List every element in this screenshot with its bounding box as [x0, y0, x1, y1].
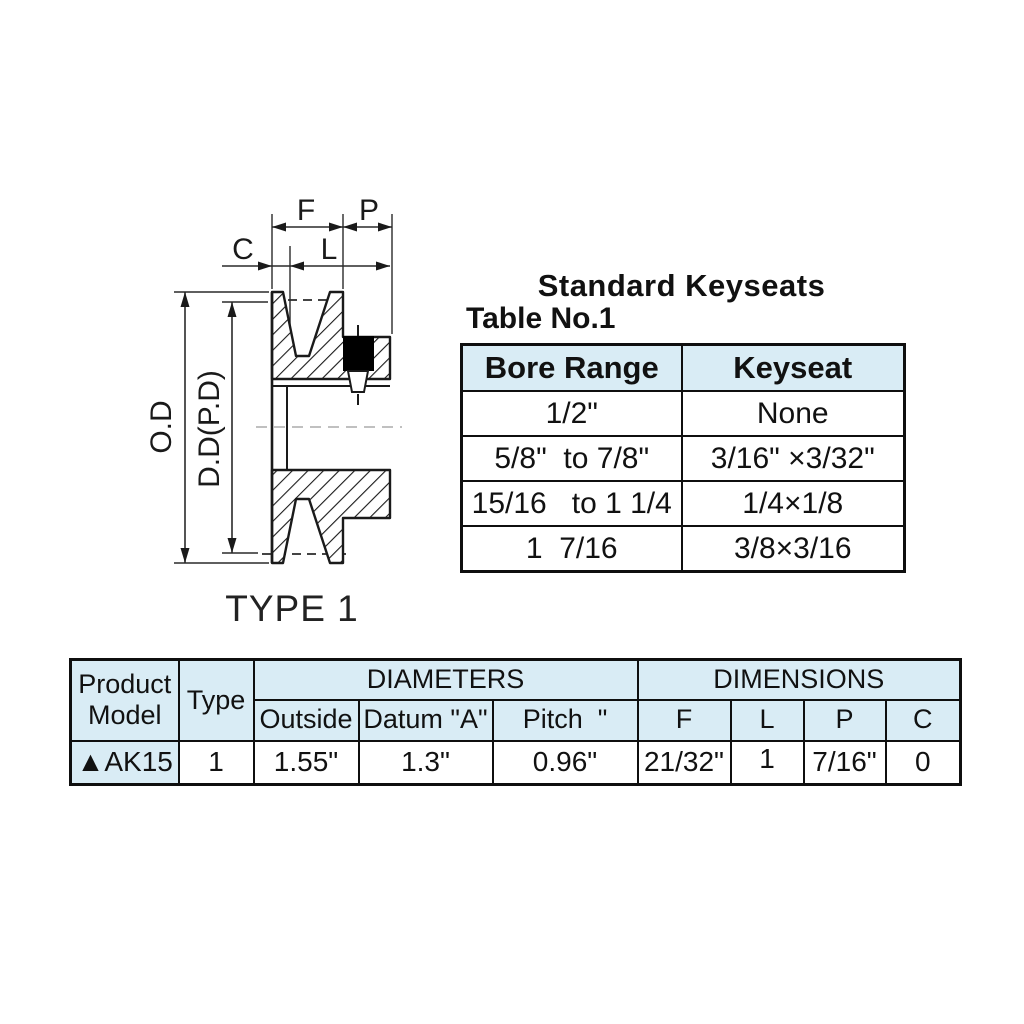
keyseat-value: 3/8×3/16	[682, 526, 905, 572]
table-row	[462, 481, 905, 526]
keyseat-value: 1/4×1/8	[682, 481, 905, 526]
label-dd: D.D(P.D)	[193, 370, 226, 488]
bore-range-value: 5/8" to 7/8"	[462, 436, 682, 481]
spec-subheader-outside: Outside	[254, 700, 359, 741]
label-c: C	[232, 233, 254, 266]
spec-outside-value: 1.55"	[254, 741, 359, 785]
spec-header-dimensions: DIMENSIONS	[638, 660, 961, 700]
spec-c-value: 0	[886, 741, 961, 785]
table-row	[462, 526, 905, 572]
spec-header-diameters: DIAMETERS	[254, 660, 638, 700]
spec-l-value: 1	[731, 741, 804, 785]
spec-header-product-model: Product Model	[71, 660, 179, 741]
product-spec-table	[69, 658, 962, 786]
keyseats-header-keyseat: Keyseat	[682, 345, 905, 392]
spec-data-row	[71, 741, 961, 785]
table-row	[462, 391, 905, 436]
spec-subheader-c: C	[886, 700, 961, 741]
keyseats-header-row	[462, 345, 905, 392]
spec-subheader-p: P	[804, 700, 886, 741]
keyseat-value: None	[682, 391, 905, 436]
bore-range-value: 1/2"	[462, 391, 682, 436]
keyseats-subtitle: Table No.1	[466, 302, 616, 335]
spec-model-value: ▲AK15	[71, 741, 179, 785]
spec-subheader-datum-a: Datum "A"	[359, 700, 493, 741]
table-row	[462, 436, 905, 481]
spec-datum-a-value: 1.3"	[359, 741, 493, 785]
label-p: P	[358, 194, 380, 227]
keyseats-header-bore-range: Bore Range	[462, 345, 682, 392]
diagram-caption: TYPE 1	[225, 588, 359, 629]
spec-header-type: Type	[179, 660, 254, 741]
setscrew	[343, 325, 374, 405]
spec-f-value: 21/32"	[638, 741, 731, 785]
spec-subheader-l: L	[731, 700, 804, 741]
label-od: O.D	[145, 400, 178, 454]
keyseat-value: 3/16" ×3/32"	[682, 436, 905, 481]
spec-subheader-f: F	[638, 700, 731, 741]
spec-type-value: 1	[179, 741, 254, 785]
bore-range-value: 1 7/16	[462, 526, 682, 572]
keyseats-title: Standard Keyseats	[537, 268, 826, 303]
pulley-bottom-section	[272, 470, 390, 563]
spec-p-value: 7/16"	[804, 741, 886, 785]
label-f: F	[296, 194, 316, 227]
spec-pitch-value: 0.96"	[493, 741, 638, 785]
bore-range-value: 15/16 to 1 1/4	[462, 481, 682, 526]
label-l: L	[320, 233, 338, 266]
spec-subheader-pitch: Pitch "	[493, 700, 638, 741]
keyseats-table	[460, 343, 906, 573]
spec-header-row-1	[71, 660, 961, 700]
